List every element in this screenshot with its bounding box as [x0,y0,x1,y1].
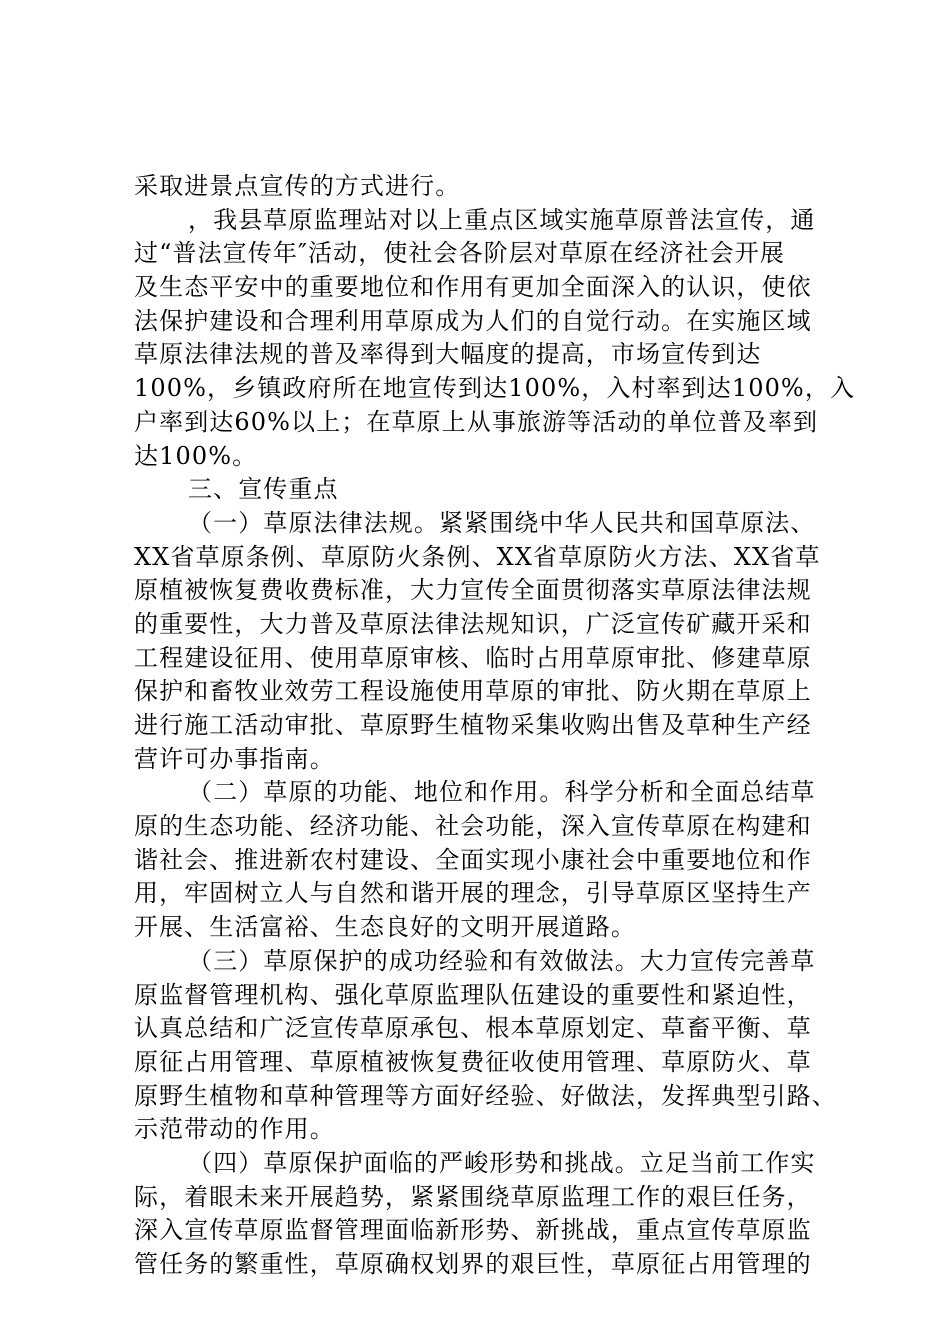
text-line: 认真总结和广泛宣传草原承包、根本草原划定、草畜平衡、草 [134,1014,812,1043]
paragraph-start-line: ，我县草原监理站对以上重点区域实施草原普法宣传，通 [188,205,816,234]
text-line: 示范带动的作用。 [134,1115,335,1144]
text-line: 法保护建设和合理利用草原成为人们的自觉行动。在实施区域 [134,306,812,335]
paragraph-start-line: （四）草原保护面临的严峻形势和挑战。立足当前工作实 [188,1148,816,1177]
text-line: 100%，乡镇政府所在地宣传到达100%，入村率到达100%，入 [134,374,856,403]
text-line: 深入宣传草原监督管理面临新形势、新挑战，重点宣传草原监 [134,1216,812,1245]
body-text [134,170,856,1282]
text-line: 户率到达60%以上；在草原上从事旅游等活动的单位普及率到 [134,407,819,436]
text-line: 原野生植物和草种管理等方面好经验、好做法，发挥典型引路、 [134,1081,837,1110]
text-line: 达100%。 [134,441,258,470]
text-line: 原植被恢复费收费标准，大力宣传全面贯彻落实草原法律法规 [134,576,812,605]
text-line: 用，牢固树立人与自然和谐开展的理念，引导草原区坚持生产 [134,879,812,908]
text-line: 及生态平安中的重要地位和作用有更加全面深入的认识，使依 [134,273,812,302]
text-line: 的重要性，大力普及草原法律法规知识，广泛宣传矿藏开采和 [134,609,812,638]
text-line: 原监督管理机构、强化草原监理队伍建设的重要性和紧迫性， [134,980,812,1009]
text-line: 开展、生活富裕、生态良好的文明开展道路。 [134,913,636,942]
text-line: 管任务的繁重性，草原确权划界的艰巨性，草原征占用管理的 [134,1250,812,1278]
paragraph-start-line: （三）草原保护的成功经验和有效做法。大力宣传完善草 [188,946,816,975]
text-line: 草原法律法规的普及率得到大幅度的提高，市场宣传到达 [134,340,762,369]
text-line: XX省草原条例、草原防火条例、XX省草原防火方法、XX省草 [134,542,821,571]
section-heading: 三、宣传重点 [188,475,339,504]
text-line: 保护和畜牧业效劳工程设施使用草原的审批、防火期在草原上 [134,677,812,706]
text-line: 进行施工活动审批、草原野生植物采集收购出售及草种生产经 [134,711,812,739]
paragraph-start-line: （二）草原的功能、地位和作用。科学分析和全面总结草 [188,778,816,807]
text-line: 营许可办事指南。 [134,744,335,773]
text-line: 过“普法宣传年″活动，使社会各阶层对草原在经济社会开展 [134,239,785,268]
text-line: 采取进景点宣传的方式进行。 [134,172,461,200]
text-line: 原征占用管理、草原植被恢复费征收使用管理、草原防火、草 [134,1047,812,1076]
paragraph-start-line: （一）草原法律法规。紧紧围绕中华人民共和国草原法、 [188,508,816,537]
text-line: 际，着眼未来开展趋势，紧紧围绕草原监理工作的艰巨任务， [134,1182,812,1211]
text-line: 工程建设征用、使用草原审核、临时占用草原审批、修建草原 [134,643,812,672]
text-line: 原的生态功能、经济功能、社会功能，深入宣传草原在构建和 [134,812,812,841]
text-line: 谐社会、推进新农村建设、全面实现小康社会中重要地位和作 [134,845,812,874]
